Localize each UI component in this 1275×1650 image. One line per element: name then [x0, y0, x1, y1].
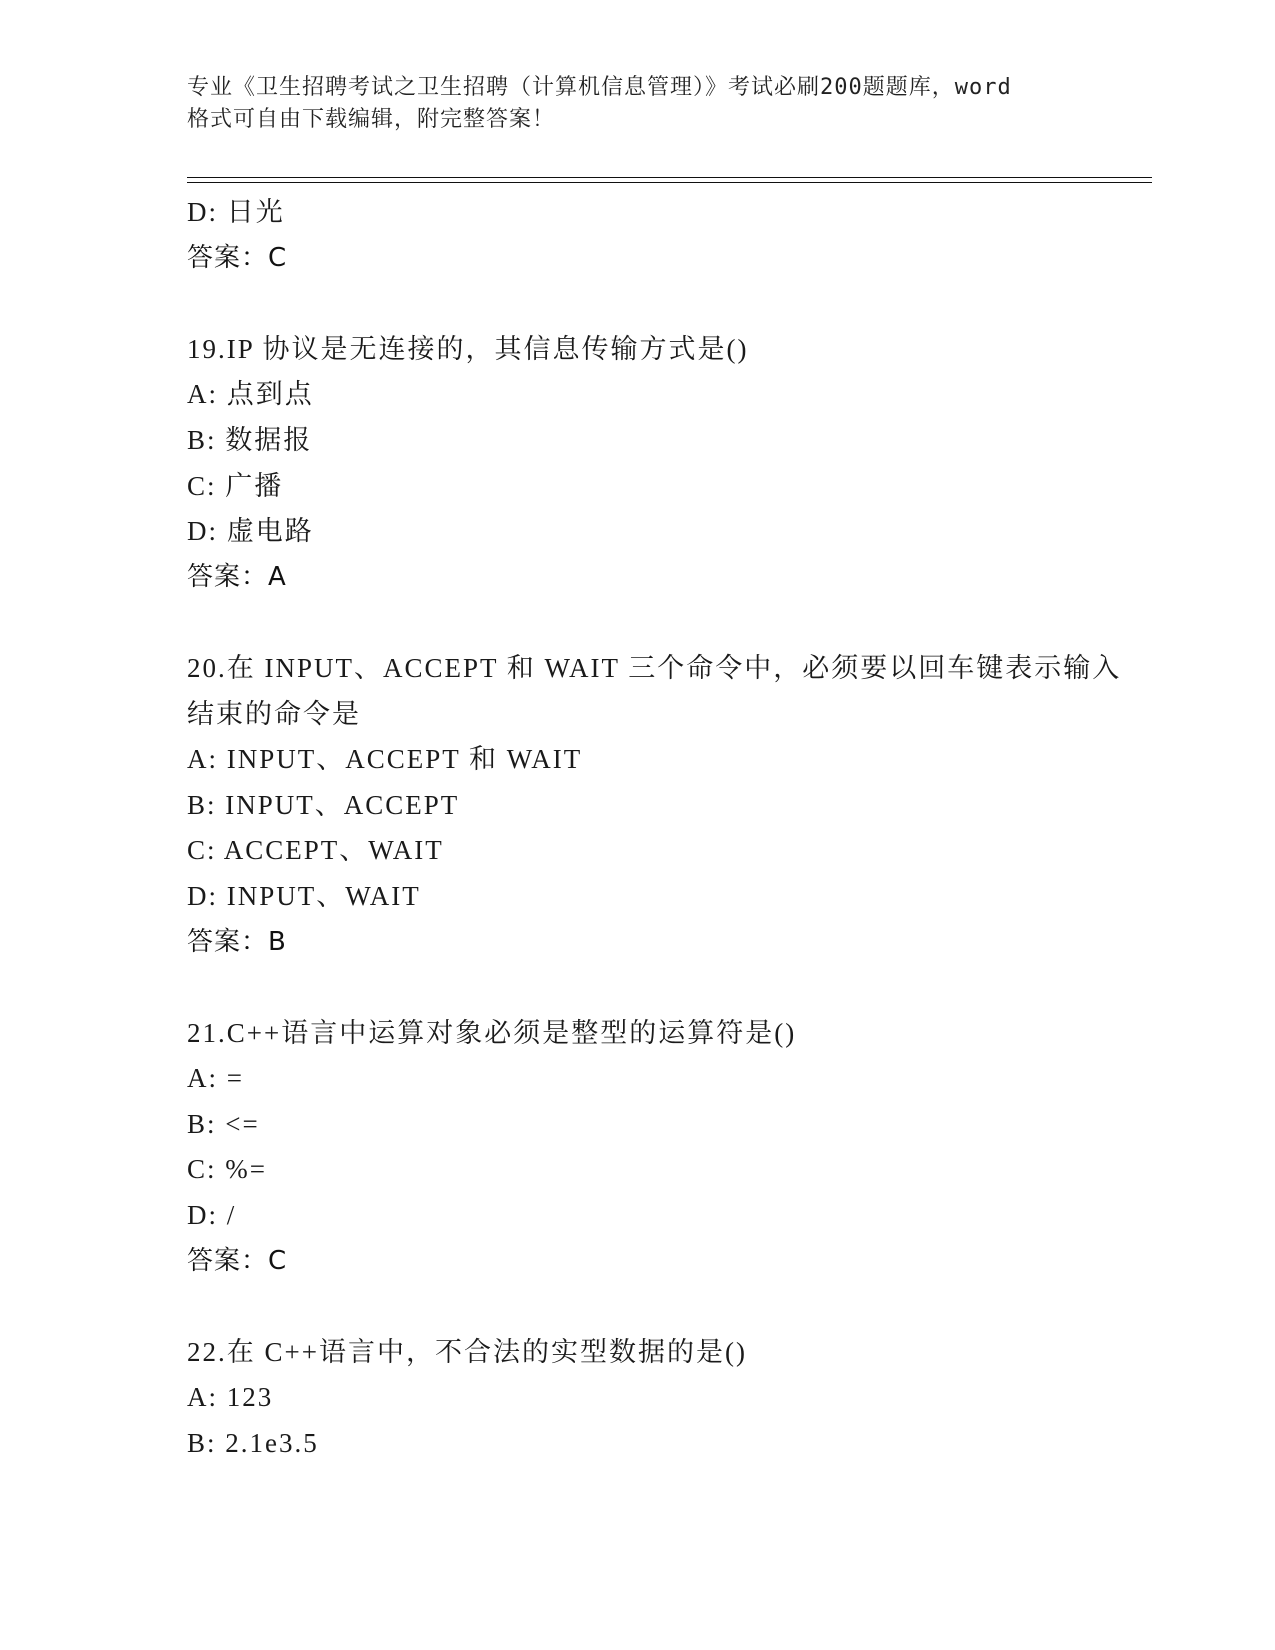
prev-option-d: D: 日光	[187, 197, 285, 227]
question-19-answer: 答案：A	[187, 561, 287, 592]
question-21-option-d: D: /	[187, 1200, 237, 1231]
question-21-option-a: A: =	[187, 1063, 244, 1094]
question-19-option-c: C: 广播	[187, 470, 284, 501]
question-19-option-a: A: 点到点	[187, 379, 314, 410]
document-header	[187, 72, 1087, 136]
header-line-1: 专业《卫生招聘考试之卫生招聘（计算机信息管理）》考试必刷200题题库，word	[187, 75, 1012, 100]
question-19-option-b: B: 数据报	[187, 424, 313, 455]
header-divider-bottom	[187, 182, 1152, 183]
question-20-stem-line-2: 结束的命令是	[187, 698, 361, 729]
question-21-option-b: B: <=	[187, 1108, 260, 1139]
question-19	[187, 327, 1087, 601]
question-20-option-c: C: ACCEPT、WAIT	[187, 835, 444, 866]
question-20	[187, 646, 1122, 965]
question-22-stem: 22.在 C++语言中，不合法的实型数据的是()	[187, 1336, 747, 1367]
question-22	[187, 1330, 1087, 1467]
prev-answer: 答案：C	[187, 242, 288, 273]
question-20-answer: 答案：B	[187, 926, 287, 957]
question-20-option-a: A: INPUT、ACCEPT 和 WAIT	[187, 744, 583, 775]
question-20-option-b: B: INPUT、ACCEPT	[187, 789, 460, 820]
question-20-stem-line-1: 20.在 INPUT、ACCEPT 和 WAIT 三个命令中，必须要以回车键表示输入	[187, 652, 1122, 683]
question-19-option-d: D: 虚电路	[187, 516, 314, 547]
question-22-option-b: B: 2.1e3.5	[187, 1428, 319, 1459]
question-21-stem: 21.C++语言中运算对象必须是整型的运算符是()	[187, 1017, 797, 1048]
question-21	[187, 1011, 1087, 1285]
question-21-option-c: C: %=	[187, 1154, 267, 1185]
question-19-stem: 19.IP 协议是无连接的，其信息传输方式是()	[187, 333, 749, 364]
question-list	[187, 190, 1122, 1467]
question-21-answer: 答案：C	[187, 1245, 288, 1276]
header-line-2: 格式可自由下载编辑，附完整答案！	[187, 107, 556, 132]
header-divider-top	[187, 177, 1152, 178]
question-20-option-d: D: INPUT、WAIT	[187, 880, 421, 911]
question-22-option-a: A: 123	[187, 1382, 274, 1413]
